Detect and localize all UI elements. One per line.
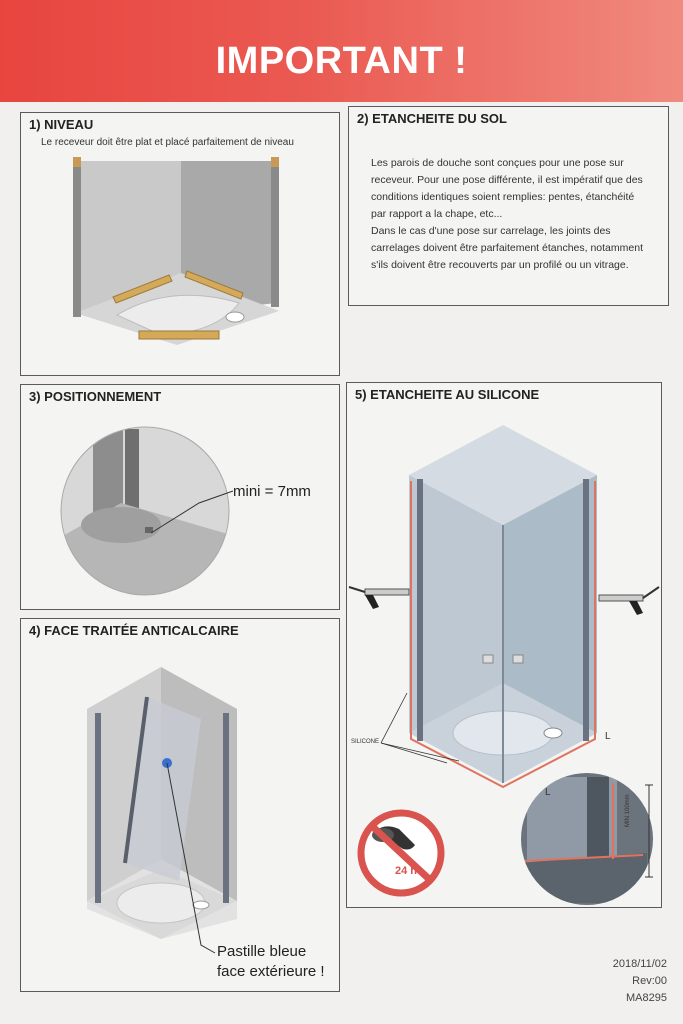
panel-caption: Le receveur doit être plat et placé parfaitement de niveau [41, 137, 294, 148]
anticalcaire-illustration [21, 619, 339, 991]
panel-title: 5) ETANCHEITE AU SILICONE [355, 387, 540, 402]
panel-silicone [346, 382, 662, 908]
doc-revision: Rev:00 [632, 975, 667, 987]
panel-title: 1) NIVEAU [29, 117, 94, 132]
detail-l-label: L [545, 787, 551, 798]
paragraph: Dans le cas d'une pose sur carrelage, les joints des carrelages doivent être parfaitement étanches, notamment s'ils doivent être recouverts par un profilé ou un vitrage. [371, 225, 643, 271]
l-label: L [605, 731, 611, 742]
callout-line: Pastille bleue [217, 943, 307, 960]
doc-reference: MA8295 [626, 992, 667, 1004]
detail-view [517, 773, 657, 907]
cure-time-label: 24 h [395, 865, 418, 877]
callout-line: face extérieure ! [217, 963, 325, 980]
panel-anticalcaire [20, 618, 340, 992]
doc-date: 2018/11/02 [612, 958, 667, 970]
silicone-label: SILICONE [351, 739, 380, 745]
silicone-illustration [347, 383, 661, 907]
panel-body-text [371, 155, 651, 274]
caulking-gun-icon [349, 587, 409, 609]
header-banner [0, 0, 683, 102]
panel-title: 4) FACE TRAITÉE ANTICALCAIRE [29, 623, 239, 638]
no-shower-24h-icon [361, 813, 441, 893]
paragraph: Les parois de douche sont conçues pour une pose sur receveur. Pour une pose différente, il est impératif que des conditions identiques soient remplies: pentes, étanchéité par rapport a la chape, etc... [371, 157, 643, 220]
panel-niveau [20, 112, 340, 376]
gap-callout: mini = 7mm [233, 483, 311, 500]
panel-etancheite-sol [348, 106, 669, 306]
min-dimension-label: MIN 100mm [625, 794, 631, 827]
panel-title: 3) POSITIONNEMENT [29, 389, 162, 404]
page-title: IMPORTANT ! [215, 40, 468, 82]
panel-title: 2) ETANCHEITE DU SOL [357, 111, 507, 126]
panel-positionnement [20, 384, 340, 610]
caulking-gun-icon [599, 587, 659, 615]
level-illustration [21, 113, 339, 375]
